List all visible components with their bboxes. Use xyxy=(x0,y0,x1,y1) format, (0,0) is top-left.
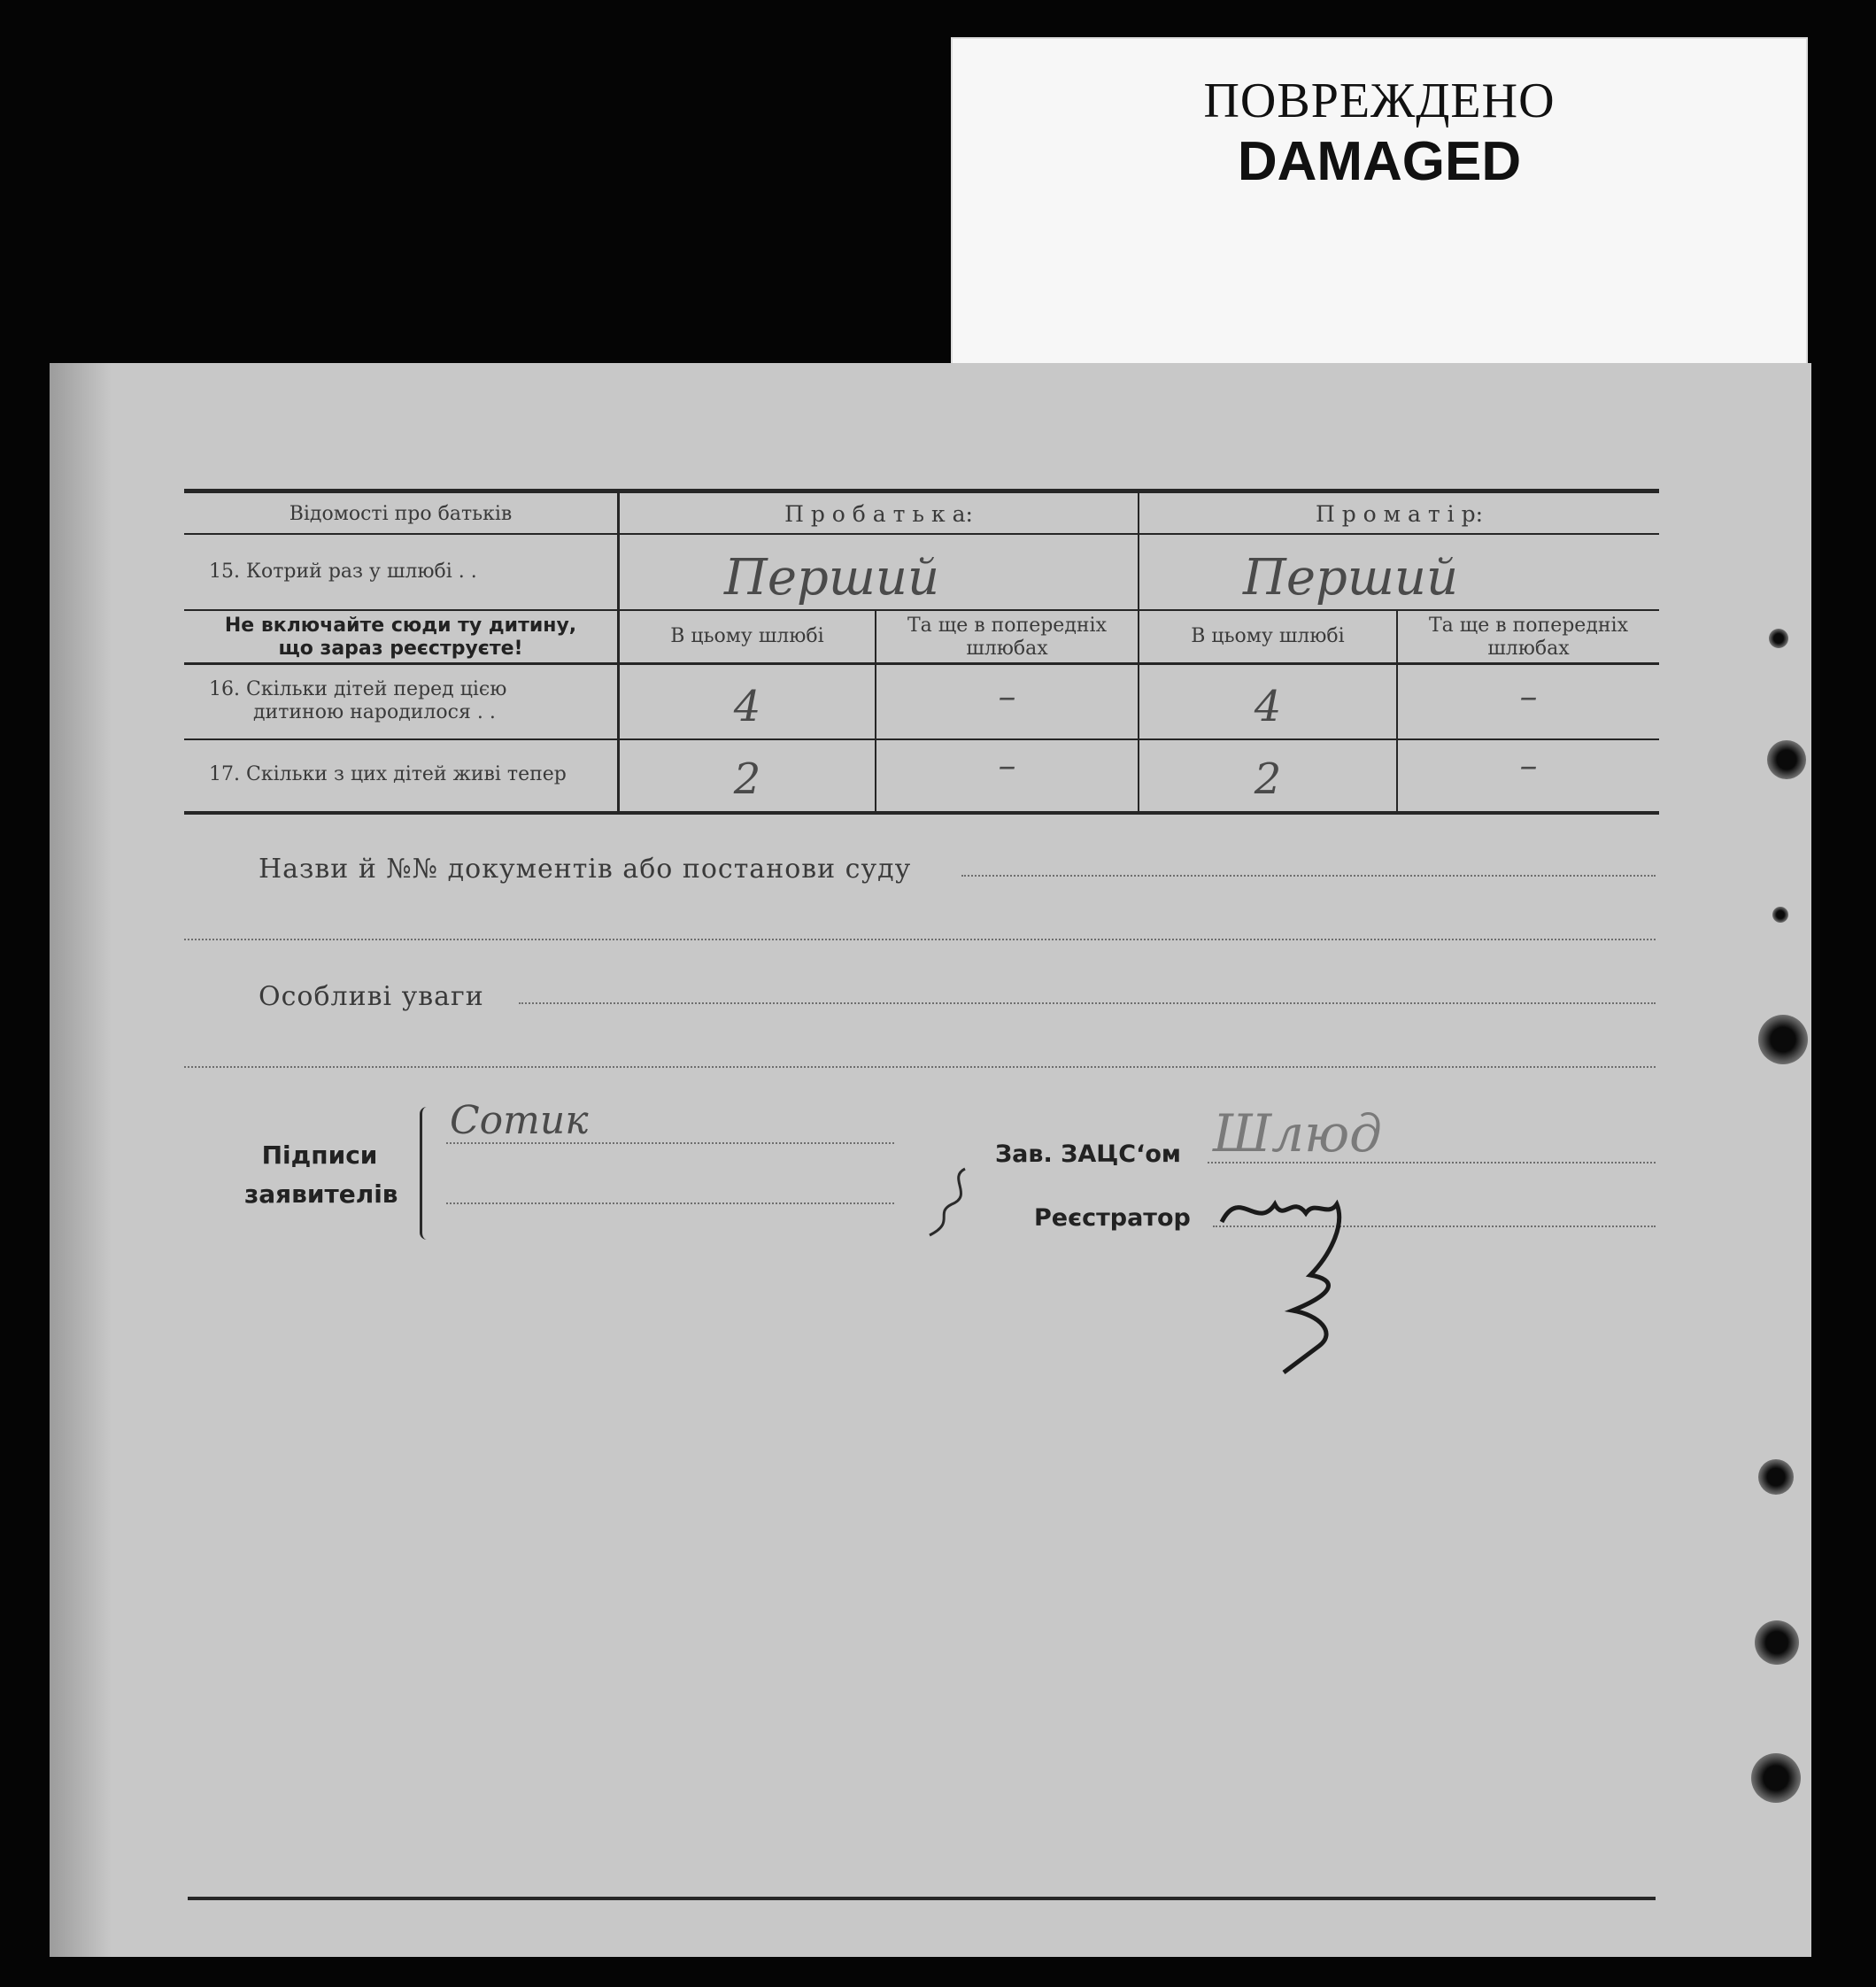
row-16-mother-previous: – xyxy=(1519,677,1538,717)
row-15-mother-value: Перший xyxy=(1243,549,1459,607)
table-row15-rule xyxy=(184,609,1659,611)
subheader-father-this-marriage: В цьому шлюбі xyxy=(670,625,824,647)
registrar-signature-mark xyxy=(1204,1178,1417,1390)
documents-label: Назви й №№ документів або постанови суду xyxy=(259,854,912,885)
pencil-mark xyxy=(921,1160,983,1240)
applicant-signature-line xyxy=(446,1142,894,1144)
subheader-mother-previous-marriages: Та ще в попередніх xyxy=(1429,615,1628,637)
binding-hole xyxy=(1772,907,1788,923)
registrar-label: Реєстратор xyxy=(1034,1204,1191,1232)
table-bottom-rule xyxy=(184,811,1659,815)
binding-hole xyxy=(1767,740,1806,779)
row-17-mother-previous: – xyxy=(1519,746,1538,786)
subheader-father-previous-marriages: Та ще в попередніх xyxy=(907,615,1107,637)
remarks-label: Особливі уваги xyxy=(259,981,484,1012)
table-header-rule xyxy=(184,533,1659,535)
row-16-mother-this-marriage: 4 xyxy=(1254,682,1282,731)
binding-hole xyxy=(1758,1015,1808,1064)
row-17-father-this-marriage: 2 xyxy=(733,754,761,804)
column-header-mother: П р о м а т і р: xyxy=(1315,501,1484,527)
signature-brace xyxy=(420,1107,433,1240)
applicant-signature-line xyxy=(446,1202,894,1204)
applicants-signatures-label: Підписи xyxy=(261,1140,378,1170)
remarks-line xyxy=(184,1066,1656,1068)
row-16-father-this-marriage: 4 xyxy=(733,682,761,731)
subheader-mother-previous-marriages: шлюбах xyxy=(1487,638,1570,660)
documents-line xyxy=(184,939,1656,940)
head-of-registry-signature: Шлюд xyxy=(1213,1103,1382,1164)
row-16-label: 16. Скільки дітей перед цією xyxy=(209,678,507,700)
applicants-signatures-label: заявителів xyxy=(244,1179,398,1209)
binding-hole xyxy=(1751,1753,1801,1803)
subheader-father-previous-marriages: шлюбах xyxy=(966,638,1048,660)
binding-hole xyxy=(1755,1620,1799,1665)
column-header-father: П р о б а т ь к а: xyxy=(784,501,973,527)
column-header-parents-info: Відомості про батьків xyxy=(289,503,513,525)
row-17-mother-this-marriage: 2 xyxy=(1254,754,1282,804)
damaged-label-english: DAMAGED xyxy=(1237,131,1522,192)
head-of-registry-label: Зав. ЗАЦС‘ом xyxy=(995,1140,1181,1168)
row-16-label: дитиною народилося . . xyxy=(253,701,496,723)
damaged-label-russian: ПОВРЕЖДЕНО xyxy=(1203,73,1556,128)
row-17-father-previous: – xyxy=(998,746,1016,786)
table-top-rule xyxy=(184,489,1659,493)
row-15-label: 15. Котрий раз у шлюбі . . xyxy=(209,561,477,583)
row-15-father-value: Перший xyxy=(724,549,940,607)
remarks-line xyxy=(519,1002,1656,1004)
table-row16-rule xyxy=(184,738,1659,740)
head-signature-line xyxy=(1208,1162,1656,1164)
table-subheader-rule xyxy=(184,662,1659,665)
row-16-father-previous: – xyxy=(998,677,1016,717)
binding-hole xyxy=(1769,629,1788,648)
documents-line xyxy=(961,875,1656,877)
binding-hole xyxy=(1758,1459,1794,1495)
applicant-signature: Сотик xyxy=(450,1098,589,1143)
exclude-current-child-note: Не включайте сюди ту дитину, xyxy=(224,615,577,637)
bottom-rule xyxy=(188,1897,1656,1900)
subheader-mother-this-marriage: В цьому шлюбі xyxy=(1191,625,1345,647)
row-17-label: 17. Скільки з цих дітей живі тепер xyxy=(209,763,567,785)
exclude-current-child-note: що зараз реєструєте! xyxy=(278,638,523,660)
